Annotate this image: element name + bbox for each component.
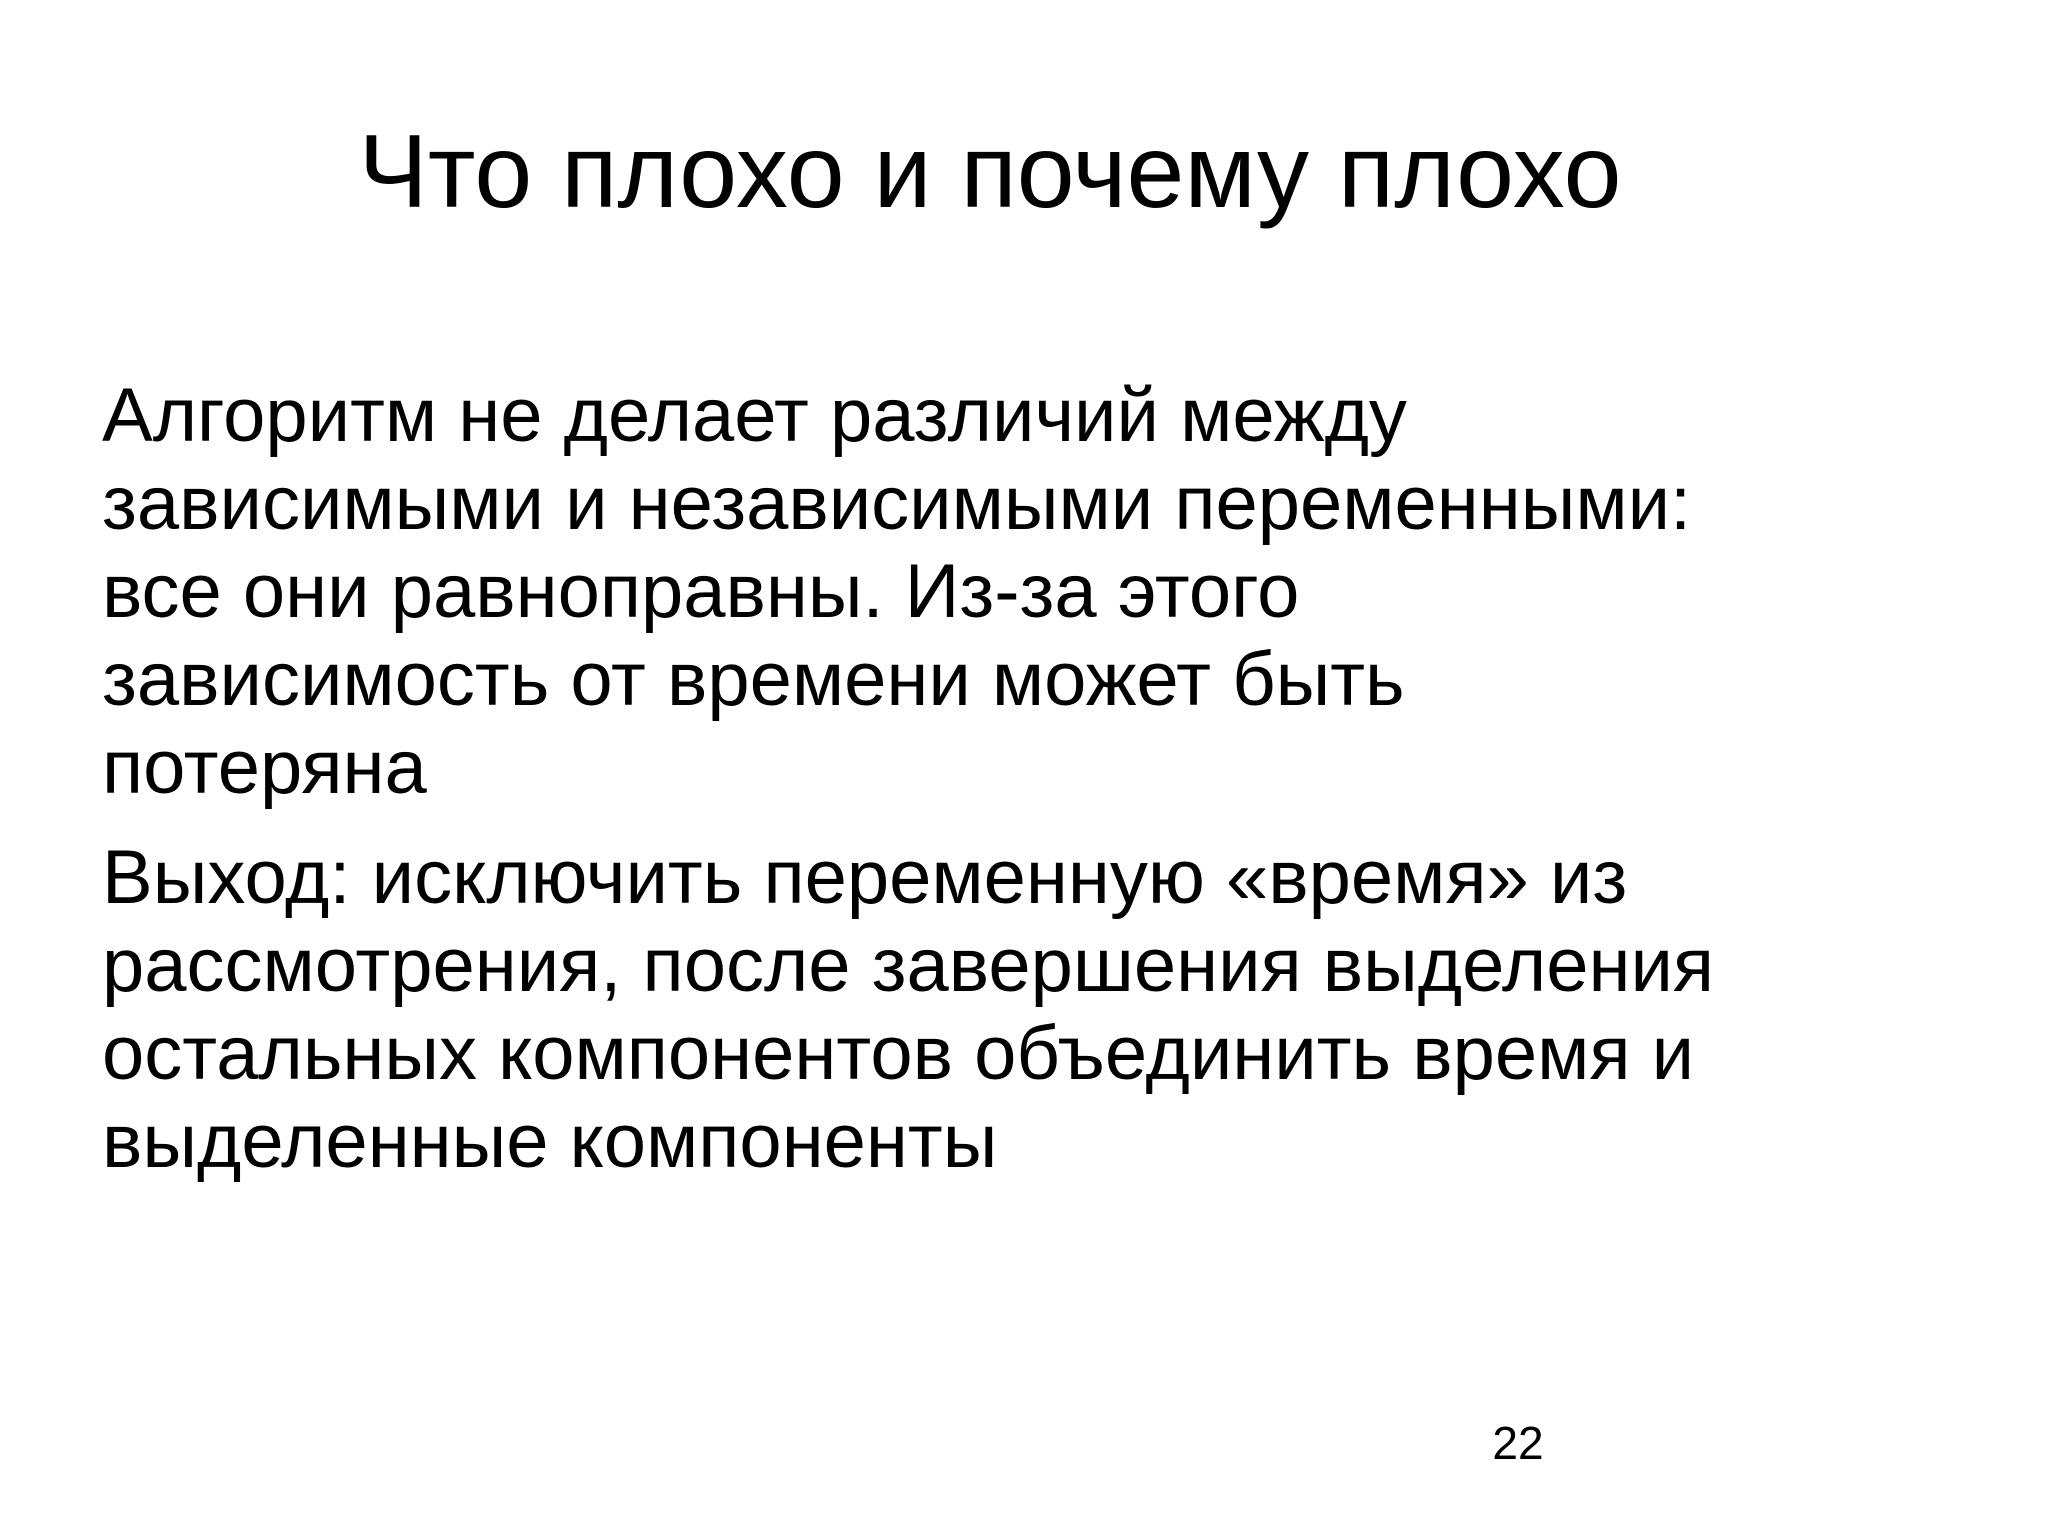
page-number: 22 bbox=[1492, 1417, 1544, 1469]
bullet-2-line-1: Выход: исключить переменную «время» из bbox=[102, 835, 1628, 920]
slide-body bbox=[102, 372, 1982, 1208]
bullet-paragraph-1 bbox=[102, 372, 1982, 812]
bullet-1-line-2: зависимыми и независимыми переменными: bbox=[102, 461, 1692, 546]
bullet-2-line-4: выделенные компоненты bbox=[102, 1099, 998, 1184]
bullet-1-line-1: Алгоритм не делает различий между bbox=[102, 373, 1407, 458]
bullet-paragraph-2 bbox=[102, 834, 1982, 1186]
bullet-1-line-4: зависимость от времени может быть bbox=[102, 637, 1405, 722]
bullet-2-line-2: рассмотрения, после завершения выделения bbox=[102, 923, 1715, 1008]
bullet-1-line-3: все они равноправны. Из-за этого bbox=[102, 549, 1300, 634]
slide-title: Что плохо и почему плохо bbox=[358, 114, 1622, 230]
bullet-2-line-3: остальных компонентов объединить время и bbox=[102, 1011, 1695, 1096]
bullet-1-line-5: потеряна bbox=[102, 725, 427, 810]
